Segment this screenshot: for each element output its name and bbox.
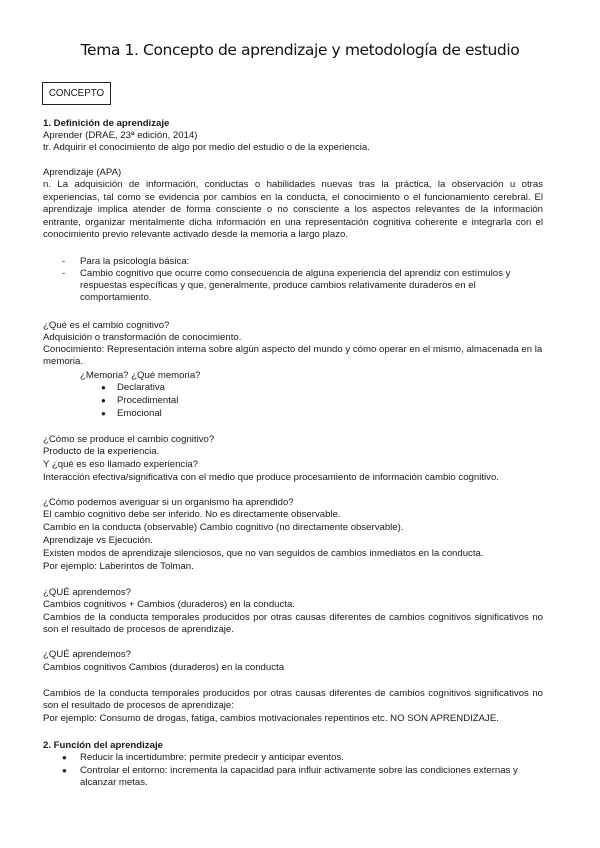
question-line: ¿Cómo se produce el cambio cognitivo?	[43, 434, 215, 445]
bullet-marker: ●	[62, 753, 67, 762]
text-line: Aprender (DRAE, 23ª edición, 2014)	[43, 130, 198, 141]
question-line: ¿QUÉ aprendemos?	[43, 649, 131, 660]
bullet-marker: ●	[101, 409, 106, 418]
text-line: Cambios cognitivos Cambios (duraderos) en la conducta	[43, 662, 285, 673]
bullet-marker: ●	[62, 766, 67, 775]
dash-item: Cambio cognitivo que ocurre como consecuencia de alguna experiencia del aprendiz con estímulos y respuestas específicas y que, generalmente, produce cambios relativamente duraderos en el comportamiento.	[80, 268, 511, 303]
text-line: El cambio cognitivo debe ser inferido. No es directamente observable.	[43, 509, 341, 520]
section-heading-funcion: 2. Función del aprendizaje	[43, 740, 163, 751]
bullet-marker: ●	[101, 383, 106, 392]
text-line: Cambio en la conducta (observable) Cambio cognitivo (no directamente observable).	[43, 522, 404, 533]
text-line: Aprendizaje vs Ejecución.	[43, 535, 153, 546]
question-line: ¿Qué es el cambio cognitivo?	[43, 320, 170, 331]
list-item: Emocional	[117, 408, 162, 419]
question-line: ¿QUÉ aprendemos?	[43, 587, 131, 598]
apa-definition: n. La adquisición de información, conductas o habilidades nuevas tras la práctica, la observación u otras experiencias, tal como se evidencia por cambios en la conducta, el conocimiento o el funcionamiento cerebral. El aprendizaje implica atender de forma consciente o no consciente a los aspectos relevantes de la información entrante, organizar mentalmente dicha información en una representación cognitiva coherente e integrarla con el conocimiento previo relevante activado desde la memoria a largo plazo.	[43, 179, 543, 241]
list-item: Declarativa	[117, 382, 165, 393]
concepto-box: CONCEPTO	[42, 82, 111, 105]
dash-marker: -	[62, 256, 66, 267]
text-line: Por ejemplo: Consumo de drogas, fatiga, cambios motivacionales repentinos etc. NO SON APRENDIZAJE.	[43, 713, 499, 724]
text-line: ¿Memoria? ¿Qué memoria?	[80, 370, 201, 381]
list-item: Reducir la incertidumbre: permite predecir y anticipar eventos.	[80, 752, 344, 763]
text-line: Producto de la experiencia.	[43, 446, 160, 457]
text-line: Cambios cognitivos + Cambios (duraderos) en la conducta.	[43, 599, 295, 610]
text-line: Interacción efectiva/significativa con el medio que produce procesamiento de información cambio cognitivo.	[43, 472, 499, 483]
question-line: ¿Cómo podemos averiguar si un organismo ha aprendido?	[43, 497, 294, 508]
page-title: Tema 1. Concepto de aprendizaje y metodología de estudio	[80, 41, 520, 59]
list-item: Procedimental	[117, 395, 179, 406]
text-line: Adquisición o transformación de conocimiento.	[43, 332, 242, 343]
list-item: Controlar el entorno: incrementa la capacidad para influir activamente sobre las condiciones externas y alcanzar metas.	[80, 765, 518, 788]
text-line: Aprendizaje (APA)	[43, 167, 122, 178]
text-line: Y ¿qué es eso llamado experiencia?	[43, 459, 199, 470]
dash-item: Para la psicología básica:	[80, 256, 190, 267]
text-block: Cambios de la conducta temporales producidos por otras causas diferentes de cambios cognitivos significativos no son el resultado de procesos de aprendizaje.	[43, 612, 543, 635]
section-heading-definicion: 1. Definición de aprendizaje	[43, 118, 170, 129]
dash-marker: -	[62, 268, 66, 279]
text-line: Existen modos de aprendizaje silenciosos, que no van seguidos de cambios inmediatos en la conducta.	[43, 548, 484, 559]
text-block: Cambios de la conducta temporales producidos por otras causas diferentes de cambios cognitivos significativos no son el resultado de procesos de aprendizaje:	[43, 688, 543, 711]
text-line: tr. Adquirir el conocimiento de algo por medio del estudio o de la experiencia.	[43, 142, 370, 153]
bullet-marker: ●	[101, 396, 106, 405]
text-line: Por ejemplo: Laberintos de Tolman.	[43, 561, 194, 572]
text-block: Conocimiento: Representación interna sobre algún aspecto del mundo y cómo operar en el mismo, almacenada en la memoria.	[43, 344, 543, 367]
